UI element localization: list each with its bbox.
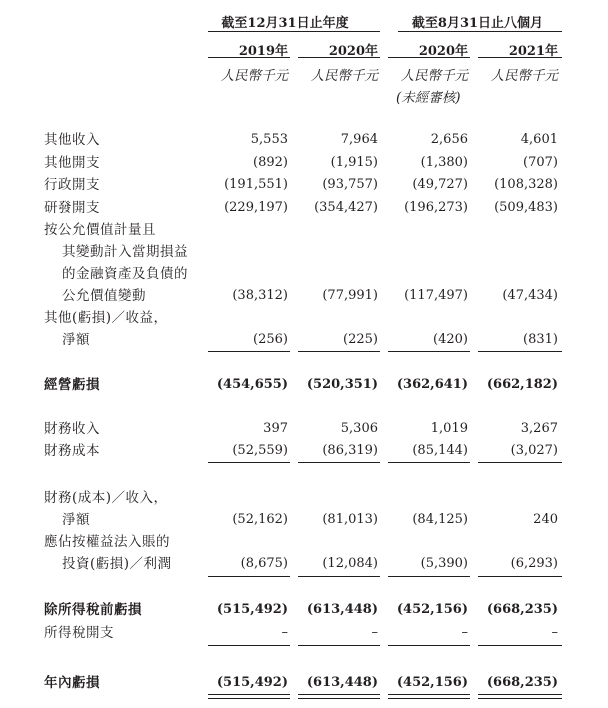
value-cell: (117,497): [404, 288, 468, 303]
unaudited-note: (未經審核): [396, 90, 461, 106]
year-rule-3: [388, 57, 470, 58]
value-cell: (225): [343, 332, 378, 347]
header-rule-2: [398, 31, 562, 32]
value-cell: (229,197): [224, 200, 288, 215]
unit-col-3: 人民幣千元: [400, 68, 468, 84]
value-cell: (515,492): [216, 675, 288, 690]
value-cell: (256): [253, 332, 288, 347]
year-rule-2: [298, 57, 380, 58]
value-cell: 7,964: [340, 132, 378, 147]
subtotal-rule: [208, 462, 290, 463]
total-double-rule: [298, 694, 380, 699]
year-col-3: 2020年: [418, 44, 468, 59]
value-cell: (668,235): [486, 602, 558, 617]
subtotal-rule: [388, 576, 470, 577]
value-cell: (86,319): [322, 443, 378, 458]
value-cell: (1,380): [420, 155, 468, 170]
value-cell: (452,156): [396, 602, 468, 617]
value-cell: 2,656: [430, 132, 468, 147]
value-cell: 240: [533, 512, 558, 527]
value-cell: (12,084): [322, 556, 378, 571]
value-cell: (38,312): [232, 288, 288, 303]
label-finance-income: 財務收入: [44, 421, 100, 437]
value-cell: 5,306: [340, 421, 378, 436]
year-col-1: 2019年: [238, 44, 288, 59]
value-cell: (831): [523, 332, 558, 347]
header-rule-1: [208, 31, 380, 32]
value-cell: (81,013): [322, 512, 378, 527]
value-cell: (3,027): [510, 443, 558, 458]
value-cell: 1,019: [430, 421, 468, 436]
label-pretax-loss: 除所得稅前虧損: [44, 602, 142, 618]
value-cell: (196,273): [404, 200, 468, 215]
value-cell: (52,559): [232, 443, 288, 458]
label-fv-change-line1: 按公允價值計量且: [44, 222, 156, 238]
value-cell: (892): [253, 155, 288, 170]
label-income-tax: 所得稅開支: [44, 625, 114, 641]
value-cell: (108,328): [494, 177, 558, 192]
year-col-4: 2021年: [508, 44, 558, 59]
subtotal-rule: [388, 645, 470, 646]
value-cell: –: [551, 625, 558, 640]
unit-col-2: 人民幣千元: [310, 68, 378, 84]
total-double-rule: [208, 694, 290, 699]
value-cell: (362,641): [396, 377, 468, 392]
value-cell: 5,553: [250, 132, 288, 147]
value-cell: (662,182): [486, 377, 558, 392]
value-cell: (420): [433, 332, 468, 347]
subtotal-rule: [478, 351, 562, 352]
value-cell: (93,757): [322, 177, 378, 192]
subtotal-rule: [478, 576, 562, 577]
label-fv-change-line4: 公允價值變動: [62, 288, 146, 304]
subtotal-rule: [388, 462, 470, 463]
label-other-expenses: 其他開支: [44, 155, 100, 171]
subtotal-rule: [208, 645, 290, 646]
value-cell: (520,351): [306, 377, 378, 392]
total-double-rule: [388, 694, 470, 699]
value-cell: 397: [263, 421, 288, 436]
subtotal-rule: [298, 645, 380, 646]
subtotal-rule: [208, 351, 290, 352]
label-operating-loss: 經營虧損: [44, 377, 100, 393]
year-rule-4: [478, 57, 562, 58]
value-cell: (515,492): [216, 602, 288, 617]
value-cell: 3,267: [520, 421, 558, 436]
subtotal-rule: [478, 462, 562, 463]
value-cell: (452,156): [396, 675, 468, 690]
value-cell: (613,448): [306, 675, 378, 690]
value-cell: 4,601: [520, 132, 558, 147]
label-net-finance-line2: 淨額: [62, 512, 90, 528]
value-cell: (454,655): [216, 377, 288, 392]
value-cell: (509,483): [494, 200, 558, 215]
label-equity-method-line2: 投資(虧損)／利潤: [62, 556, 172, 572]
label-other-loss-line2: 淨額: [62, 332, 90, 348]
value-cell: (668,235): [486, 675, 558, 690]
value-cell: (8,675): [240, 556, 288, 571]
value-cell: –: [371, 625, 378, 640]
subtotal-rule: [298, 576, 380, 577]
value-cell: (191,551): [224, 177, 288, 192]
value-cell: (5,390): [420, 556, 468, 571]
value-cell: (49,727): [412, 177, 468, 192]
header-group-eight-months: 截至8月31日止八個月: [411, 16, 544, 31]
value-cell: (77,991): [322, 288, 378, 303]
value-cell: (1,915): [330, 155, 378, 170]
subtotal-rule: [208, 576, 290, 577]
subtotal-rule: [478, 645, 562, 646]
header-group-year-ended: 截至12月31日止年度: [221, 16, 349, 31]
year-col-2: 2020年: [328, 44, 378, 59]
value-cell: (85,144): [412, 443, 468, 458]
value-cell: (52,162): [232, 512, 288, 527]
label-rd-expenses: 研發開支: [44, 200, 100, 216]
label-net-finance-line1: 財務(成本)／收入，: [44, 490, 168, 506]
value-cell: (6,293): [510, 556, 558, 571]
subtotal-rule: [298, 351, 380, 352]
value-cell: –: [461, 625, 468, 640]
subtotal-rule: [388, 351, 470, 352]
value-cell: (84,125): [412, 512, 468, 527]
unit-col-1: 人民幣千元: [220, 68, 288, 84]
label-finance-cost: 財務成本: [44, 443, 100, 459]
label-other-income: 其他收入: [44, 132, 100, 148]
label-annual-loss: 年內虧損: [44, 675, 100, 691]
value-cell: (707): [523, 155, 558, 170]
label-fv-change-line3: 的金融資產及負債的: [62, 266, 188, 282]
subtotal-rule: [298, 462, 380, 463]
value-cell: –: [281, 625, 288, 640]
value-cell: (354,427): [314, 200, 378, 215]
label-equity-method-line1: 應佔按權益法入賬的: [44, 534, 170, 550]
year-rule-1: [208, 57, 290, 58]
label-admin-expenses: 行政開支: [44, 177, 100, 193]
total-double-rule: [478, 694, 562, 699]
label-fv-change-line2: 其變動計入當期損益: [62, 244, 188, 260]
value-cell: (613,448): [306, 602, 378, 617]
unit-col-4: 人民幣千元: [490, 68, 558, 84]
value-cell: (47,434): [502, 288, 558, 303]
label-other-loss-line1: 其他(虧損)／收益，: [44, 310, 168, 326]
